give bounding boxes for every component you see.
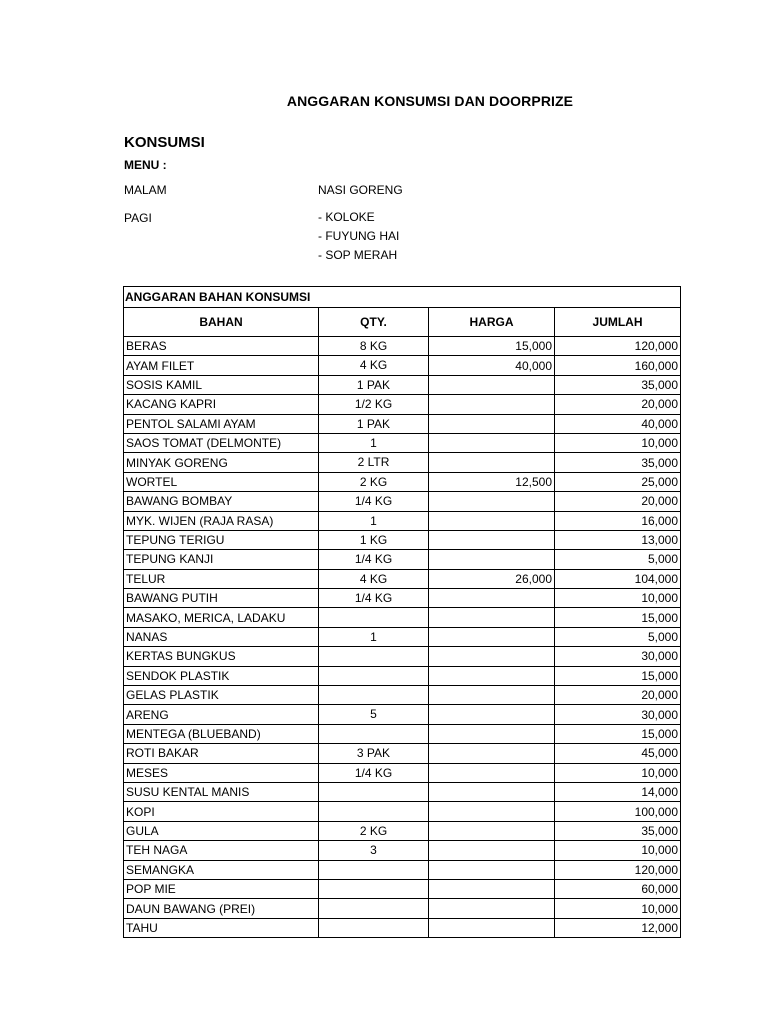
- table-row: [124, 569, 681, 588]
- cell-bahan: PENTOL SALAMI AYAM: [124, 414, 319, 433]
- table-row: [124, 530, 681, 549]
- table-row: [124, 511, 681, 530]
- cell-qty: [319, 647, 429, 666]
- cell-bahan: NANAS: [124, 627, 319, 646]
- cell-bahan: MESES: [124, 763, 319, 782]
- cell-harga: [429, 705, 555, 724]
- table-row: [124, 589, 681, 608]
- meal-item-pagi-3: - SOP MERAH: [318, 248, 398, 262]
- cell-qty: [319, 724, 429, 743]
- cell-jumlah: 100,000: [555, 802, 681, 821]
- table-row: [124, 414, 681, 433]
- cell-jumlah: 30,000: [555, 705, 681, 724]
- cell-bahan: TEPUNG TERIGU: [124, 530, 319, 549]
- cell-qty: 1/4 KG: [319, 763, 429, 782]
- column-header-jumlah: JUMLAH: [555, 308, 681, 337]
- cell-harga: [429, 647, 555, 666]
- cell-jumlah: 15,000: [555, 608, 681, 627]
- cell-harga: [429, 608, 555, 627]
- table-row: [124, 472, 681, 491]
- cell-jumlah: 35,000: [555, 821, 681, 840]
- cell-harga: [429, 879, 555, 898]
- table-row: [124, 918, 681, 937]
- cell-qty: [319, 782, 429, 801]
- cell-bahan: DAUN BAWANG (PREI): [124, 899, 319, 918]
- cell-qty: 1/4 KG: [319, 492, 429, 511]
- meal-item-pagi-2: - FUYUNG HAI: [318, 229, 400, 243]
- cell-harga: [429, 589, 555, 608]
- cell-qty: [319, 802, 429, 821]
- cell-harga: [429, 899, 555, 918]
- cell-qty: [319, 918, 429, 937]
- cell-qty: 4 KG: [319, 356, 429, 375]
- cell-qty: 1: [319, 433, 429, 452]
- table-row: [124, 763, 681, 782]
- column-header-harga: HARGA: [429, 308, 555, 337]
- cell-qty: [319, 899, 429, 918]
- table-row: [124, 899, 681, 918]
- table-row: [124, 492, 681, 511]
- cell-bahan: SUSU KENTAL MANIS: [124, 782, 319, 801]
- cell-harga: [429, 686, 555, 705]
- table-row: [124, 860, 681, 879]
- cell-harga: [429, 744, 555, 763]
- cell-harga: [429, 821, 555, 840]
- cell-harga: [429, 782, 555, 801]
- cell-bahan: BAWANG PUTIH: [124, 589, 319, 608]
- column-header-qty: QTY.: [319, 308, 429, 337]
- cell-jumlah: 45,000: [555, 744, 681, 763]
- cell-harga: [429, 841, 555, 860]
- cell-jumlah: 120,000: [555, 860, 681, 879]
- table-row: [124, 744, 681, 763]
- cell-qty: 3: [319, 841, 429, 860]
- cell-bahan: WORTEL: [124, 472, 319, 491]
- cell-harga: [429, 763, 555, 782]
- cell-qty: 2 KG: [319, 472, 429, 491]
- cell-bahan: TEPUNG KANJI: [124, 550, 319, 569]
- cell-bahan: TEH NAGA: [124, 841, 319, 860]
- column-header-bahan: BAHAN: [124, 308, 319, 337]
- cell-jumlah: 10,000: [555, 899, 681, 918]
- cell-qty: [319, 686, 429, 705]
- table-caption: ANGGARAN BAHAN KONSUMSI: [124, 287, 681, 308]
- cell-jumlah: 160,000: [555, 356, 681, 375]
- cell-qty: 1: [319, 627, 429, 646]
- cell-harga: [429, 666, 555, 685]
- cell-qty: 1/2 KG: [319, 395, 429, 414]
- table-caption-row: [124, 287, 681, 308]
- table-row: [124, 666, 681, 685]
- meal-item-pagi-1: - KOLOKE: [318, 210, 375, 224]
- table-row: [124, 686, 681, 705]
- table-row: [124, 724, 681, 743]
- cell-bahan: ARENG: [124, 705, 319, 724]
- document-title: ANGGARAN KONSUMSI DAN DOORPRIZE: [286, 93, 574, 109]
- cell-harga: [429, 802, 555, 821]
- cell-qty: 3 PAK: [319, 744, 429, 763]
- cell-harga: [429, 395, 555, 414]
- cell-jumlah: 35,000: [555, 453, 681, 472]
- cell-qty: [319, 860, 429, 879]
- cell-harga: 12,500: [429, 472, 555, 491]
- cell-jumlah: 20,000: [555, 492, 681, 511]
- table-row: [124, 782, 681, 801]
- cell-jumlah: 13,000: [555, 530, 681, 549]
- cell-jumlah: 60,000: [555, 879, 681, 898]
- cell-harga: [429, 530, 555, 549]
- cell-qty: [319, 666, 429, 685]
- cell-bahan: MYK. WIJEN (RAJA RASA): [124, 511, 319, 530]
- cell-harga: 15,000: [429, 337, 555, 356]
- table-row: [124, 879, 681, 898]
- cell-bahan: GULA: [124, 821, 319, 840]
- table-row: [124, 608, 681, 627]
- table-row: [124, 395, 681, 414]
- cell-jumlah: 15,000: [555, 666, 681, 685]
- cell-bahan: KOPI: [124, 802, 319, 821]
- table-row: [124, 821, 681, 840]
- cell-harga: [429, 433, 555, 452]
- cell-qty: 5: [319, 705, 429, 724]
- cell-harga: 40,000: [429, 356, 555, 375]
- cell-harga: [429, 414, 555, 433]
- cell-qty: 1 KG: [319, 530, 429, 549]
- cell-jumlah: 16,000: [555, 511, 681, 530]
- cell-harga: [429, 724, 555, 743]
- table-row: [124, 627, 681, 646]
- menu-label: MENU :: [124, 158, 167, 172]
- cell-qty: 1 PAK: [319, 375, 429, 394]
- table-body: [124, 337, 681, 938]
- cell-jumlah: 15,000: [555, 724, 681, 743]
- cell-bahan: SEMANGKA: [124, 860, 319, 879]
- cell-harga: [429, 511, 555, 530]
- cell-bahan: SAOS TOMAT (DELMONTE): [124, 433, 319, 452]
- table-row: [124, 356, 681, 375]
- cell-jumlah: 10,000: [555, 841, 681, 860]
- cell-qty: 8 KG: [319, 337, 429, 356]
- cell-jumlah: 20,000: [555, 395, 681, 414]
- table-row: [124, 802, 681, 821]
- cell-bahan: AYAM FILET: [124, 356, 319, 375]
- cell-jumlah: 120,000: [555, 337, 681, 356]
- cell-jumlah: 10,000: [555, 763, 681, 782]
- cell-bahan: ROTI BAKAR: [124, 744, 319, 763]
- cell-jumlah: 12,000: [555, 918, 681, 937]
- cell-harga: [429, 918, 555, 937]
- cell-qty: [319, 879, 429, 898]
- cell-bahan: KACANG KAPRI: [124, 395, 319, 414]
- cell-bahan: BERAS: [124, 337, 319, 356]
- cell-jumlah: 10,000: [555, 589, 681, 608]
- meal-item-malam-1: NASI GORENG: [318, 183, 403, 197]
- cell-bahan: MASAKO, MERICA, LADAKU: [124, 608, 319, 627]
- cell-bahan: MENTEGA (BLUEBAND): [124, 724, 319, 743]
- cell-qty: [319, 608, 429, 627]
- table-row: [124, 550, 681, 569]
- cell-qty: 1 PAK: [319, 414, 429, 433]
- cell-jumlah: 25,000: [555, 472, 681, 491]
- cell-harga: [429, 550, 555, 569]
- table-row: [124, 375, 681, 394]
- cell-qty: 4 KG: [319, 569, 429, 588]
- cell-jumlah: 5,000: [555, 550, 681, 569]
- cell-jumlah: 14,000: [555, 782, 681, 801]
- cell-jumlah: 30,000: [555, 647, 681, 666]
- cell-harga: [429, 453, 555, 472]
- cell-bahan: POP MIE: [124, 879, 319, 898]
- cell-harga: [429, 492, 555, 511]
- section-title-konsumsi: KONSUMSI: [124, 134, 205, 151]
- cell-bahan: BAWANG BOMBAY: [124, 492, 319, 511]
- table-row: [124, 705, 681, 724]
- table-header-row: [124, 308, 681, 337]
- cell-jumlah: 20,000: [555, 686, 681, 705]
- cell-jumlah: 40,000: [555, 414, 681, 433]
- cell-jumlah: 5,000: [555, 627, 681, 646]
- cell-qty: 1: [319, 511, 429, 530]
- cell-harga: [429, 860, 555, 879]
- cell-harga: 26,000: [429, 569, 555, 588]
- cell-bahan: SENDOK PLASTIK: [124, 666, 319, 685]
- table-row: [124, 647, 681, 666]
- cell-bahan: KERTAS BUNGKUS: [124, 647, 319, 666]
- cell-qty: 2 KG: [319, 821, 429, 840]
- meal-label-pagi: PAGI: [124, 211, 152, 225]
- cell-bahan: SOSIS KAMIL: [124, 375, 319, 394]
- budget-table: [123, 286, 681, 938]
- table-row: [124, 337, 681, 356]
- cell-jumlah: 10,000: [555, 433, 681, 452]
- cell-jumlah: 35,000: [555, 375, 681, 394]
- table-row: [124, 841, 681, 860]
- cell-qty: 2 LTR: [319, 453, 429, 472]
- cell-bahan: TAHU: [124, 918, 319, 937]
- cell-harga: [429, 627, 555, 646]
- table-row: [124, 433, 681, 452]
- table-row: [124, 453, 681, 472]
- cell-bahan: TELUR: [124, 569, 319, 588]
- cell-qty: 1/4 KG: [319, 589, 429, 608]
- cell-bahan: MINYAK GORENG: [124, 453, 319, 472]
- cell-jumlah: 104,000: [555, 569, 681, 588]
- cell-bahan: GELAS PLASTIK: [124, 686, 319, 705]
- cell-harga: [429, 375, 555, 394]
- cell-qty: 1/4 KG: [319, 550, 429, 569]
- meal-label-malam: MALAM: [124, 183, 167, 197]
